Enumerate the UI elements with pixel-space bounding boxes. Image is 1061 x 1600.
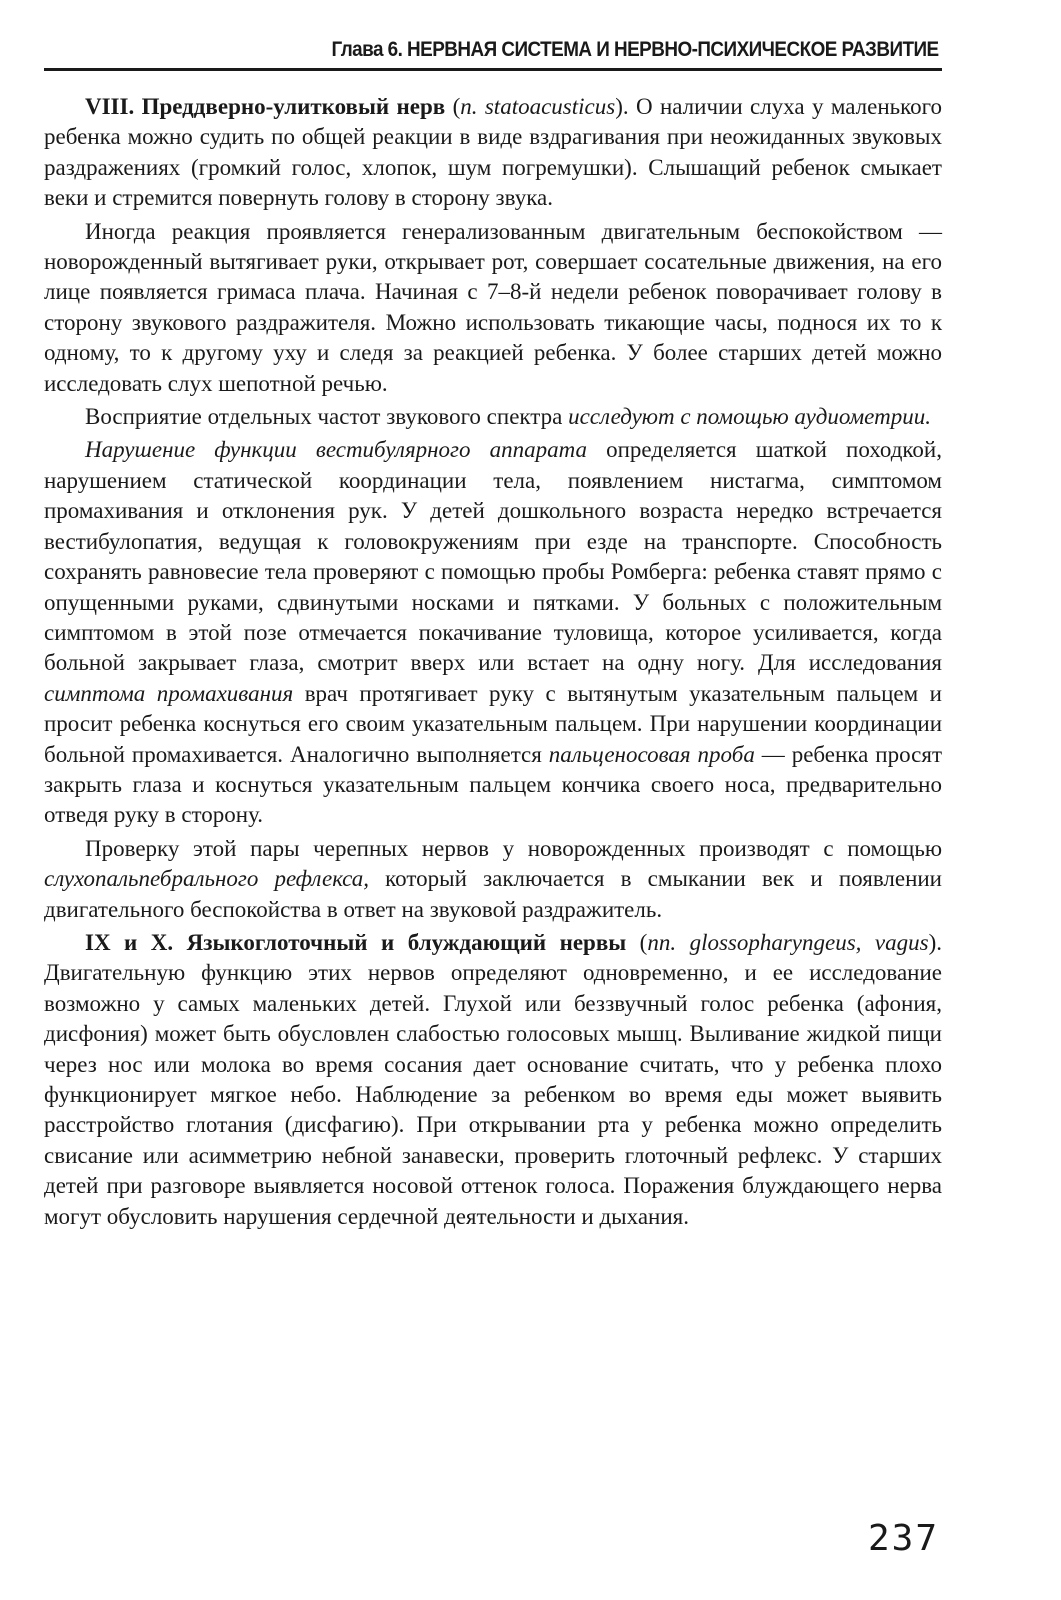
page-number: 237 xyxy=(867,1518,939,1559)
latin-term: n. statoacusticus xyxy=(460,94,616,119)
latin-term: nn. glossopharyngeus, vagus xyxy=(647,929,929,955)
text-run: ). О наличии слуха у маленького ребенка можно судить по общей реакции в виде вздрагивания при неожиданных звуковых раздражениях (громкий голос, хлопок, шум погремушки). Слышащий ребенок смыкает веки и стремится повернуть голову в сторону звука. xyxy=(44,94,942,211)
emphasis: исследуют с помощью аудиометрии. xyxy=(568,404,931,430)
text-run: ( xyxy=(445,94,461,119)
text-run: Иногда реакция проявляется генерализованным двигательным беспокойством — новорожденный вытягивает руки, открывает рот, совершает сосательные движения, на его лице появляется гримаса плача. Начиная с 7–8-й недели ребенок поворачивает голову в сторону звукового раздражителя. Можно использовать тикающие часы, поднося их то к одному, то к другому уху и следя за реакцией ребенка. У более старших детей можно исследовать слух шепотной речью. xyxy=(44,218,942,396)
emphasis: симптома промахивания xyxy=(44,680,294,706)
paragraph xyxy=(44,217,942,399)
text-run: Проверку этой пары черепных нервов у новорожденных производят с помощью xyxy=(85,835,942,861)
paragraph xyxy=(44,435,942,830)
text-run: — ребенка просят закрыть глаза и коснуться указательным пальцем кончика своего носа, предварительно отведя руку в сторону. xyxy=(44,741,942,828)
paragraph xyxy=(44,402,942,432)
emphasis: пальценосовая проба xyxy=(548,741,755,767)
page-body xyxy=(44,92,942,1235)
header-rule xyxy=(44,68,942,71)
paragraph xyxy=(44,92,942,214)
running-head: Глава 6. НЕРВНАЯ СИСТЕМА И НЕРВНО-ПСИХИЧЕСКОЕ РАЗВИТИЕ xyxy=(331,38,939,61)
text-run: ( xyxy=(626,929,648,955)
emphasis: Нарушение функции вестибулярного аппарата xyxy=(85,437,588,463)
emphasis: слухопальпебрального рефлекса, xyxy=(44,866,369,892)
paragraph xyxy=(44,834,942,925)
text-run: врач протягивает руку с вытянутым указательным пальцем и просит ребенка коснуться его своим указательным пальцем. При нарушении координации больной промахивается. Аналогично выполняется xyxy=(44,680,942,767)
paragraph xyxy=(44,928,942,1232)
section-heading: IX и X. Языкоглоточный и блуждающий нервы xyxy=(85,929,627,955)
section-heading: VIII. Преддверно-улитковый нерв xyxy=(85,94,446,119)
text-run: ). Двигательную функцию этих нервов определяют одновременно, и ее исследование возможно у самых маленьких детей. Глухой или беззвучный голос ребенка (афония, дисфония) может быть обусловлен слабостью голосовых мышц. Выливание жидкой пищи через нос или молока во время сосания дает основание считать, что у ребенка плохо функционирует мягкое небо. Наблюдение за ребенком во время еды может выявить расстройство глотания (дисфагию). При открывании рта у ребенка можно определить свисание или асимметрию небной занавески, проверить глоточный рефлекс. У старших детей при разговоре выявляется носовой оттенок голоса. Поражения блуждающего нерва могут обусловить нарушения сердечной деятельности и дыхания. xyxy=(44,929,942,1229)
text-run: который заключается в смыкании век и появлении двигательного беспокойства в ответ на звуковой раздражитель. xyxy=(44,866,942,922)
text-run: определяется шаткой походкой, нарушением статической координации тела, появлением нистагма, симптомом промахивания и отклонения рук. У детей дошкольного возраста нередко встречается вестибулопатия, ведущая к головокружениям при езде на транспорте. Способность сохранять равновесие тела проверяют с помощью пробы Ромберга: ребенка ставят прямо с опущенными руками, сдвинутыми носками и пятками. У больных с положительным симптомом в этой позе отмечается покачивание туловища, которое усиливается, когда больной закрывает глаза, смотрит вверх или встает на одну ногу. Для исследования xyxy=(44,437,942,676)
text-run: Восприятие отдельных частот звукового спектра xyxy=(85,404,569,430)
